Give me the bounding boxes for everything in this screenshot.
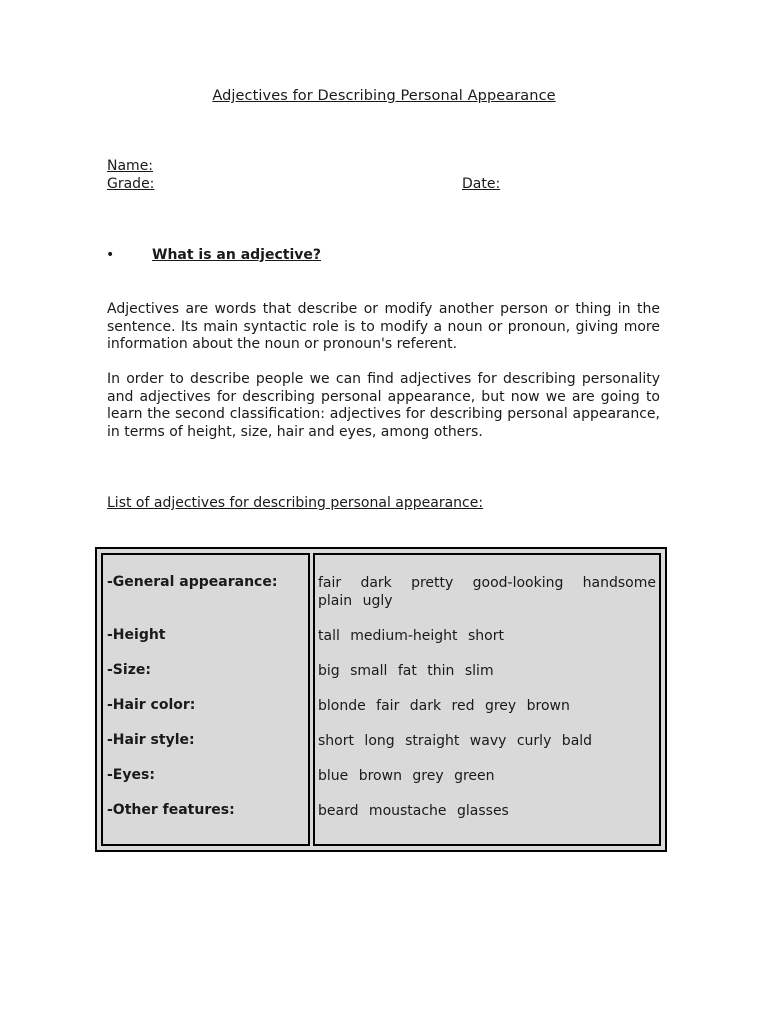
table-row-words: tall medium-height short xyxy=(318,628,504,644)
name-field-label: Name: xyxy=(107,158,154,174)
date-field-label: Date: xyxy=(462,176,501,192)
question-text: What is an adjective? xyxy=(152,247,322,263)
table-row-label: -Hair color: xyxy=(107,697,196,713)
list-heading: List of adjectives for describing personal appearance: xyxy=(107,495,484,511)
page-title: Adjectives for Describing Personal Appearance xyxy=(212,88,556,104)
table-row-label: -General appearance: xyxy=(107,574,278,590)
table-row-label: -Size: xyxy=(107,662,151,678)
table-row-words: beard moustache glasses xyxy=(318,803,509,819)
grade-field-label: Grade: xyxy=(107,176,155,192)
table-row-words: big small fat thin slim xyxy=(318,663,494,679)
paragraph-classification: In order to describe people we can find adjectives for describing personality and adjectives for describing personal appearance, but now we are going to learn the second classification: adjectives for describing personal appearance, in terms of height, size, hair and eyes, among others. xyxy=(107,371,660,440)
table-row-words: short long straight wavy curly bald xyxy=(318,733,593,749)
bullet-icon: • xyxy=(106,247,115,263)
table-row-words: fair dark pretty good-looking handsome plain ugly xyxy=(318,575,656,609)
table-row-label: -Hair style: xyxy=(107,732,195,748)
adjectives-table xyxy=(95,547,667,852)
table-row-label: -Eyes: xyxy=(107,767,155,783)
table-row-words: blue brown grey green xyxy=(318,768,495,784)
table-row-words: blonde fair dark red grey brown xyxy=(318,698,570,714)
table-row-label: -Height xyxy=(107,627,166,643)
table-row-label: -Other features: xyxy=(107,802,235,818)
paragraph-definition: Adjectives are words that describe or modify another person or thing in the sentence. Its main syntactic role is to modify a noun or pronoun, giving more information about the noun or pronoun's referent. xyxy=(107,301,660,353)
